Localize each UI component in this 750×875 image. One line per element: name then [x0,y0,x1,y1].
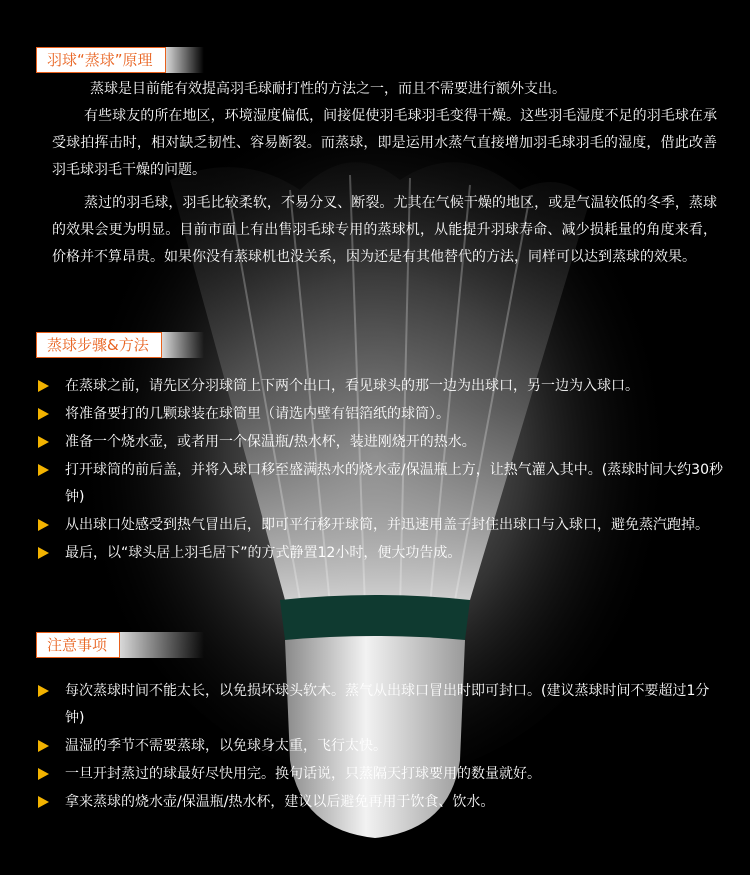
section-header-principle [36,47,204,73]
list-item: 准备一个烧水壶，或者用一个保温瓶/热水杯，装进刚烧开的热水。 [38,429,728,456]
list-item: 温湿的季节不需要蒸球，以免球身太重，飞行太快。 [38,733,728,760]
arrow-bullet-icon [38,740,49,752]
notes-list [38,678,728,817]
section-title: 蒸球步骤&方法 [36,332,162,358]
paragraph: 蒸球是目前能有效提高羽毛球耐打性的方法之一，而且不需要进行额外支出。 [90,81,566,97]
list-item: 最后，以“球头居上羽毛居下”的方式静置12小时，便大功告成。 [38,540,728,567]
arrow-bullet-icon [38,408,49,420]
list-item: 每次蒸球时间不能太长，以免损坏球头软木。蒸气从出球口冒出时即可封口。(建议蒸球时间不要超过1分钟) [38,678,728,732]
arrow-bullet-icon [38,547,49,559]
arrow-bullet-icon [38,380,49,392]
list-item: 拿来蒸球的烧水壶/保温瓶/热水杯，建议以后避免再用于饮食、饮水。 [38,789,728,816]
list-item: 打开球筒的前后盖，并将入球口移至盛满热水的烧水壶/保温瓶上方，让热气灌入其中。(蒸球时间大约30秒钟) [38,457,728,511]
list-item: 从出球口处感受到热气冒出后，即可平行移开球筒，并迅速用盖子封住出球口与入球口，避免蒸汽跑掉。 [38,512,728,539]
list-item: 在蒸球之前，请先区分羽球筒上下两个出口，看见球头的那一边为出球口，另一边为入球口。 [38,373,728,400]
arrow-bullet-icon [38,464,49,476]
arrow-bullet-icon [38,519,49,531]
list-item: 将准备要打的几颗球装在球筒里（请选内壁有铝箔纸的球筒）。 [38,401,728,428]
section-title: 注意事项 [36,632,120,658]
arrow-bullet-icon [38,685,49,697]
section-title: 羽球“蒸球”原理 [36,47,166,73]
section-header-notes [36,632,204,658]
section-header-steps [36,332,204,358]
steps-list [38,373,728,568]
paragraph: 蒸过的羽毛球，羽毛比较柔软，不易分叉、断裂。尤其在气候干燥的地区，或是气温较低的冬季，蒸球的效果会更为明显。目前市面上有出售羽毛球专用的蒸球机，从能提升羽球寿命、减少损耗量的角度来看，价格并不算昂贵。如果你没有蒸球机也没关系，因为还是有其他替代的方法，同样可以达到蒸球的效果。 [52,195,717,265]
arrow-bullet-icon [38,796,49,808]
arrow-bullet-icon [38,768,49,780]
list-item: 一旦开封蒸过的球最好尽快用完。换句话说，只蒸隔天打球要用的数量就好。 [38,761,728,788]
paragraph: 有些球友的所在地区，环境湿度偏低，间接促使羽毛球羽毛变得干燥。这些羽毛湿度不足的羽毛球在承受球拍挥击时，相对缺乏韧性、容易断裂。而蒸球，即是运用水蒸气直接增加羽毛球羽毛的湿度，借此改善羽毛球羽毛干燥的问题。 [52,108,717,178]
arrow-bullet-icon [38,436,49,448]
